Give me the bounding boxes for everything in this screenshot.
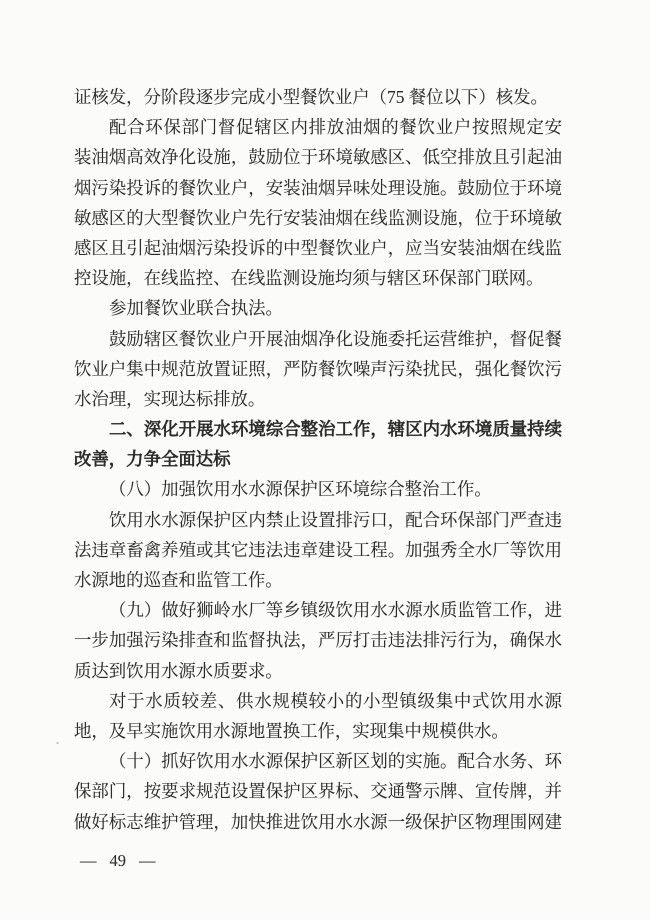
scan-speck (56, 742, 59, 744)
continuation-paragraph (74, 82, 562, 112)
text-line: 法违章畜禽养殖或其它违法违章建设工程。加强秀全水厂等饮用 (74, 539, 562, 560)
text-line: 参加餐饮业联合执法。 (109, 298, 283, 319)
text-line: 感区且引起油烟污染投诉的中型餐饮业户，应当安装油烟在线监 (74, 237, 562, 258)
paragraph (74, 324, 562, 415)
text-line: 烟污染投诉的餐饮业户，安装油烟异味处理设施。鼓励位于环境 (74, 177, 562, 198)
text-line: 对于水质较差、供水规模较小的小型镇级集中式饮用水源 (109, 690, 562, 711)
paragraph (74, 746, 562, 837)
text-line: 证核发，分阶段逐步完成小型餐饮业户（75 餐位以下）核发。 (74, 87, 548, 107)
paragraph (74, 474, 562, 504)
paragraph (74, 293, 562, 323)
text-line: 质达到饮用水源水质要求。 (74, 660, 283, 681)
text-line: 装油烟高效净化设施，鼓励位于环境敏感区、低空排放且引起油 (74, 147, 562, 168)
text-line: 做好标志维护管理，加快推进饮用水水源一级保护区物理围网建 (74, 811, 562, 832)
text-line: 水治理，实现达标排放。 (74, 388, 266, 409)
paragraph (74, 505, 562, 596)
text-line: （九）做好狮岭水厂等乡镇级饮用水水源水质监管工作，进 (109, 600, 562, 621)
section-heading (74, 414, 562, 474)
text-line: 饮业户集中规范放置证照，严防餐饮噪声污染扰民，强化餐饮污 (74, 358, 562, 379)
text-line: 水源地的巡查和监管工作。 (74, 570, 283, 590)
text-line: 鼓励辖区餐饮业户开展油烟净化设施委托运营维护，督促餐 (109, 328, 562, 349)
paragraph (74, 595, 562, 686)
page-number: 49 (109, 851, 126, 870)
text-line: 配合环保部门督促辖区内排放油烟的餐饮业户按照规定安 (109, 117, 562, 138)
paragraph (74, 112, 562, 293)
section-heading-line: 改善，力争全面达标 (74, 449, 231, 470)
text-line: 地，及早实施饮用水源地置换工作，实现集中规模供水。 (74, 720, 509, 741)
footer-dash-right: — (139, 851, 156, 870)
page-footer (80, 849, 156, 873)
text-line: （八）加强饮用水水源保护区环境综合整治工作。 (109, 479, 492, 500)
text-line: 一步加强污染排查和监督执法，严厉打击违法排污行为，确保水 (74, 630, 562, 651)
footer-dash-left: — (80, 851, 97, 870)
text-line: 控设施，在线监控、在线监测设施均须与辖区环保部门联网。 (74, 268, 544, 289)
text-line: 饮用水水源保护区内禁止设置排污口，配合环保部门严查违 (109, 509, 562, 530)
text-line: 保部门，按要求规范设置保护区界标、交通警示牌、宣传牌，并 (74, 781, 562, 802)
section-heading-line: 二、深化开展水环境综合整治工作，辖区内水环境质量持续 (109, 419, 562, 440)
text-block (74, 82, 562, 837)
text-line: 敏感区的大型餐饮业户先行安装油烟在线监测设施，位于环境敏 (74, 207, 562, 228)
text-line: （十）抓好饮用水水源保护区新区划的实施。配合水务、环 (109, 751, 562, 772)
paragraph (74, 686, 562, 746)
